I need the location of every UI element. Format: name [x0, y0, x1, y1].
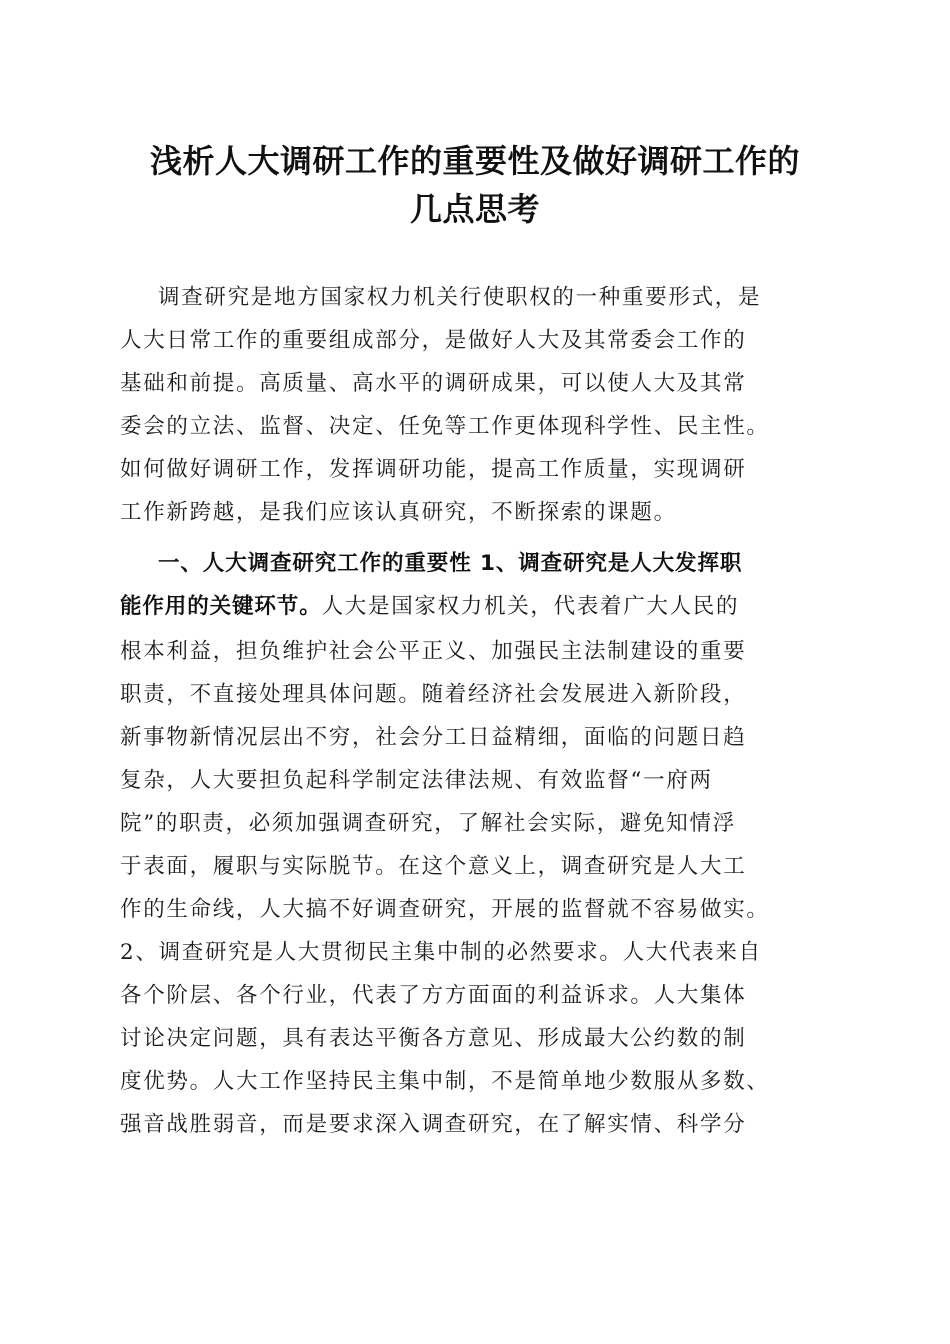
body-line: 院”的职责，必须加强调查研究，了解社会实际，避免知情浮 — [120, 811, 736, 836]
body-line: 工作新跨越，是我们应该认真研究，不断探索的课题。 — [120, 500, 677, 525]
section-heading: 一、人大调查研究工作的重要性 1、调查研究是人大发挥职 — [158, 551, 743, 576]
body-line: 2、调查研究是人大贯彻民主集中制的必然要求。人大代表来自 — [120, 940, 762, 965]
body-line: 度优势。人大工作坚持民主集中制，不是简单地少数服从多数、 — [120, 1069, 770, 1094]
body-line: 人大日常工作的重要组成部分，是做好人大及其常委会工作的 — [120, 328, 747, 353]
body-line: 如何做好调研工作，发挥调研功能，提高工作质量，实现调研 — [120, 457, 747, 482]
body-line: 于表面，履职与实际脱节。在这个意义上，调查研究是人大工 — [120, 854, 747, 879]
body-line: 基础和前提。高质量、高水平的调研成果，可以使人大及其常 — [120, 371, 747, 396]
body-line: 各个阶层、各个行业，代表了方方面面的利益诉求。人大集体 — [120, 983, 747, 1008]
body-line: 讨论决定问题，具有表达平衡各方意见、形成最大公约数的制 — [120, 1026, 747, 1051]
body-line — [120, 592, 739, 622]
body-line: 强音战胜弱音，而是要求深入调查研究，在了解实情、科学分 — [120, 1112, 747, 1137]
document-title — [100, 137, 850, 233]
body-line-rest: 人大是国家权力机关，代表着广大人民的 — [321, 594, 740, 619]
body-line: 委会的立法、监督、决定、任免等工作更体现科学性、民主性。 — [120, 414, 770, 439]
body-line: 调查研究是地方国家权力机关行使职权的一种重要形式，是 — [158, 285, 762, 310]
section-heading-tail: 能作用的关键环节。 — [120, 594, 322, 619]
body-line: 职责，不直接处理具体问题。随着经济社会发展进入新阶段， — [120, 682, 747, 707]
body-line: 新事物新情况层出不穷，社会分工日益精细，面临的问题日趋 — [120, 725, 747, 750]
body-line: 作的生命线，人大搞不好调查研究，开展的监督就不容易做实。 — [120, 897, 770, 922]
body-line: 根本利益，担负维护社会公平正义、加强民主法制建设的重要 — [120, 639, 747, 664]
body-line: 复杂，人大要担负起科学制定法律法规、有效监督“一府两 — [120, 768, 713, 793]
title-line-2: 几点思考 — [409, 190, 540, 228]
title-line-1: 浅析人大调研工作的重要性及做好调研工作的 — [149, 142, 800, 180]
